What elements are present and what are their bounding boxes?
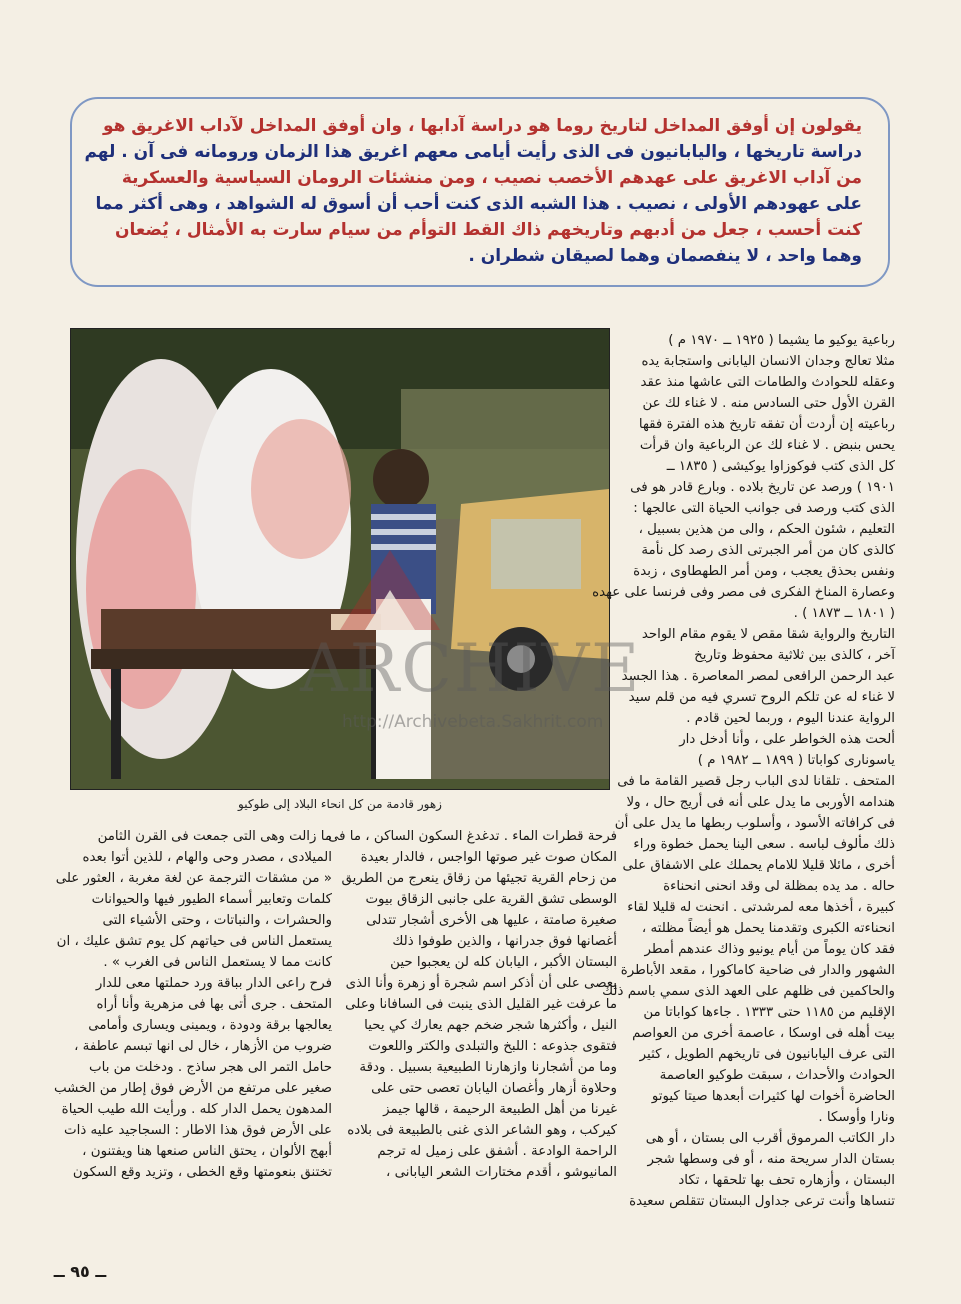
text-line: المدهون يحمل الدار كله . ورأيت الله طيب الحياة xyxy=(61,1102,332,1117)
column-left xyxy=(54,826,332,1183)
text-line: فرح راعى الدار بباقة ورد حملتها معى للدار xyxy=(95,976,332,991)
text-line: تختنق بنعومتها وقع الخطى ، وتزيد وقع السكون xyxy=(72,1165,332,1180)
text-line: « من مشقات الترجمة عن لغة مغربة ، العثور على xyxy=(55,871,332,886)
text-line: من زحام القرية تجيئها من زقاق ينعرج من الطريق xyxy=(341,871,617,886)
text-line: رباعية يوكيو ما يشيما ( ١٩٢٥ ــ ١٩٧٠ م ) xyxy=(668,333,895,348)
text-line: الحاضرة أخوات لها كثيرات أبعدها صيتا كيوتو xyxy=(651,1089,895,1104)
text-line: تنساها وأنت ترعى جداول البستان تتقلص سعيدة xyxy=(629,1194,895,1209)
text-line: الحوادث والأحداث ، سبقت طوكيو العاصمة xyxy=(659,1068,895,1083)
column-right xyxy=(592,330,895,1212)
text-line: ما زالت وهى التى جمعت فى القرن الثامن xyxy=(97,829,332,844)
text-line: ونفس بحذق يعجب ، ومن أمر الطهطاوى ، زبدة xyxy=(633,564,895,579)
text-line: الشهور والدار فى ضاحية كاماكورا ، مقعد الأباطرة xyxy=(620,963,895,978)
text-line: ألحت هذه الخواطر على ، وأنا أدخل دار xyxy=(679,732,895,747)
text-line: المتحف . جرى أتى بها فى مزهرية وأنا أراه xyxy=(96,997,332,1012)
pull-quote-line: من آداب الاغريق على عهدهم الأخصب نصيب ، ومن منشئات الرومان السياسية والعسكرية xyxy=(121,168,862,188)
text-line: ما عرفت غير القليل الذى ينبت فى السافانا وعلى xyxy=(345,997,617,1012)
text-line: آخر ، كالذى بين ثلاثية محفوظ وتاريخ xyxy=(694,648,895,663)
text-line: ياسونارى كواباتا ( ١٨٩٩ ــ ١٩٨٢ م ) xyxy=(697,753,895,768)
text-line: غيرنا من أهل الطبيعة الرحيمة ، قالها جيمز xyxy=(383,1102,617,1117)
text-line: رباعيته إن أردت أن تفقه تاريخ هذه الفترة فقها xyxy=(638,417,895,432)
text-line: ( ١٨٠١ ــ ١٨٧٣ ) . xyxy=(793,606,895,621)
text-line: فتقوى جذوعه : اللبخ والتبلدى والكتر واللعوت xyxy=(368,1039,617,1054)
text-line: وحلاوة أزهار وأغصان اليابان تعصى حتى على xyxy=(371,1081,617,1096)
pull-quote-line: على عهودهم الأولى ، نصيب . هذا الشبه الذى كنت أحب أن أسوق له الشواهد ، وهى أكثر مما xyxy=(95,194,862,214)
column-middle xyxy=(327,826,617,1183)
text-line: الوسطى تشق القرية على جانبى الزقاق بيوت xyxy=(365,892,617,907)
pull-quote-line: كنت أحسب ، جعل من أدبهم وتاريخهم ذاك القط التوأم من سيام سارت به الأمثال ، يُضعان xyxy=(114,220,862,240)
text-line: كيركب ، وهو الشاعر الذى غنى بالطبيعة فى بلاده xyxy=(347,1123,617,1138)
pull-quote-box xyxy=(70,97,890,287)
text-line: التاريخ والرواية شقا مقص لا يقوم مقام الواحد xyxy=(641,627,895,642)
text-line: وعصارة المناخ الفكرى فى مصر وفى فرنسا على عهده xyxy=(592,585,895,600)
text-line: أخرى ، مائلا قليلا للامام يحملك على الاشفاق على xyxy=(622,858,895,873)
text-line: صغيرة صامتة ، عليها هى الأخرى أشجار تتدلى xyxy=(366,913,617,928)
text-line: انحناءته الكبرى وتقدمنا يحمل هو أيضاً مظلته ، xyxy=(641,921,895,936)
text-line: حاله . مد يده بمظلة لى وقد انحنى انحناءة xyxy=(663,879,895,894)
text-line: التعليم ، شئون الحكم ، والى من هذين بسبيل ، xyxy=(638,522,895,537)
text-line: كل الذى كتب فوكوزاوا يوكيشى ( ١٨٣٥ ــ xyxy=(666,459,895,474)
text-line: القرن الأول حتى السادس منه . لا غناء لك عن xyxy=(642,396,895,411)
text-line: وعقله للحوادث والطامات التى عاشها منذ عقد xyxy=(640,375,895,390)
text-line: كالذى كان من أمر الجبرتى الذى رصد كل نأمة xyxy=(641,543,895,558)
text-line: فرحة قطرات الماء . تدغدغ السكون الساكن ، ما فى xyxy=(327,829,617,844)
text-line: الراحمة الوادعة . أشفق على زميل له ترجم xyxy=(377,1144,617,1159)
text-line: عبد الرحمن الرافعى لمصر المعاصرة . هذا الجسد xyxy=(621,669,895,684)
text-line: والحاكمين فى ظلهم على العهد الذى سمي باسم ذلك xyxy=(602,984,895,999)
text-line: ذلك مألوف لباسه . سعى الينا يحمل خطوة وراء xyxy=(633,837,895,852)
text-line: والحشرات ، والنباتات ، وحتى الأشياء التى xyxy=(102,913,332,928)
text-line: فقد كان يوماً من أيام يونيو وذاك عندهم أمطر xyxy=(644,942,895,957)
text-line: التى عرف اليابانيون فى تاريخهم الطويل ، كثير xyxy=(639,1047,895,1062)
text-line: لا غناء له عن تلكم الروح تسري فيه من قلم سيد xyxy=(628,690,895,705)
text-line: يستعمل الناس فى حياتهم كل يوم تشق عليك ، ان xyxy=(56,934,332,949)
text-line: النيل ، وأكثرها شجر ضخم جهم يعارك كي يحيا xyxy=(364,1018,617,1033)
text-line: ونارا وأوسكا . xyxy=(818,1110,895,1125)
pull-quote-line: وهما واحد ، لا ينفصمان وهما لصيقان شطران . xyxy=(468,246,862,266)
text-line: على الأرض فوق هذا الاطار : السجاجيد عليه ذات xyxy=(64,1123,332,1138)
text-line: كبيرة ، أخذها معه لمرشدتى . انحنت له قليلا لقاء xyxy=(627,900,895,915)
text-line: أبهج الألوان ، يحتق الناس صنعها هنا ويفتنون ، xyxy=(82,1144,332,1159)
text-line: كانت مما لا يستعمل الناس فى الغرب » . xyxy=(103,955,332,970)
text-line: البستان ، وأزهاره تحف بها تلحقها ، تكاد xyxy=(678,1173,895,1188)
text-line: بستان الدار سريحة منه ، أو فى وسطها شجر xyxy=(647,1152,895,1167)
text-line: كلمات وتعابير أسماء الطيور فيها والحيوانات xyxy=(91,892,332,907)
text-line: وما من أشجارنا وازهارنا الطبيعية بسبيل . ودقة xyxy=(359,1060,617,1075)
text-line: صغير على مرتفع من الأرض فوق إطار من الخشب xyxy=(54,1081,332,1096)
text-line: المتحف . تلقانا لدى الباب رجل قصير القامة ما فى xyxy=(617,774,895,789)
pull-quote-line: دراسة تاريخها ، واليابانيون فى الذى رأيت أيامى معهم اغريق هذا الزمان ورومانه فى آن . لهم xyxy=(84,142,862,162)
text-line: دار الكاتب المرموق أقرب الى بستان ، أو هى xyxy=(645,1131,895,1146)
page-number: ــ ٩٥ ــ xyxy=(53,1262,107,1281)
text-line: الذى كتب ورصد فى جوانب الحياة التى عالجها : xyxy=(633,501,895,516)
flower-cart-photo xyxy=(70,328,610,790)
text-line: أغصانها فوق جدرانها ، والذين طوفوا ذلك xyxy=(392,934,617,949)
text-line: بيت أهله فى اوسكا ، عاصمة أخرى من العواصم xyxy=(632,1026,895,1041)
archive-watermark-url: http://Archivebeta.Sakhrit.com xyxy=(342,712,604,732)
text-line: فى كرافاته الأسود ، وأسلوب ربطها ما يدل على أن xyxy=(614,816,895,831)
text-line: الرواية عندنا اليوم ، وربما لحين قادم . xyxy=(686,711,895,726)
text-line: ضروب من الأزهار ، خال لى انها تبسم عاطفة ، xyxy=(74,1039,332,1054)
text-line: مثلا تعالج وجدان الانسان اليابانى واستجابة يده xyxy=(641,354,895,369)
archive-watermark: ARCHIVE xyxy=(300,630,642,707)
text-line: ١٩٠١ ) ورصد عن تاريخ بلاده . وبارع قادر هو فى xyxy=(630,480,895,495)
text-line: الإقليم من ١١٨٥ حتى ١٣٣٣ . جاءها كواباتا من xyxy=(643,1005,895,1020)
text-line: حامل التمر الى هجر ساذج . ودخلت من باب xyxy=(89,1060,332,1075)
text-line: هندامه الأوربى ما يدل على أنه فى أريج حال ، ولا xyxy=(626,795,895,810)
text-line: يعصى على أن أذكر اسم شجرة أو زهرة وأنا الذى xyxy=(345,976,617,991)
text-line: يعالجها برقة ودودة ، ويمينى ويسارى وأمامى xyxy=(88,1018,332,1033)
photo-caption: زهور قادمة من كل انحاء البلاد إلى طوكيو xyxy=(238,797,442,811)
pull-quote-line: يقولون إن أوفق المداخل لتاريخ روما هو دراسة آدابها ، وان أوفق المداخل لآداب الاغريق هو xyxy=(102,116,862,136)
text-line: الميلادى ، مصدر وحى والهام ، للذين أتوا بعده xyxy=(82,850,332,865)
text-line: يحس بنبض . لا غناء لك عن الرباعية وان قرأت xyxy=(639,438,895,453)
text-line: البستان الأكبر ، اليابان كله لن يعجبوا حين xyxy=(390,955,617,970)
text-line: المكان صوت غير صوتها الواجس ، فالدار بعيدة xyxy=(360,850,617,865)
text-line: المانيوشو ، أقدم مختارات الشعر اليابانى ، xyxy=(385,1165,617,1180)
